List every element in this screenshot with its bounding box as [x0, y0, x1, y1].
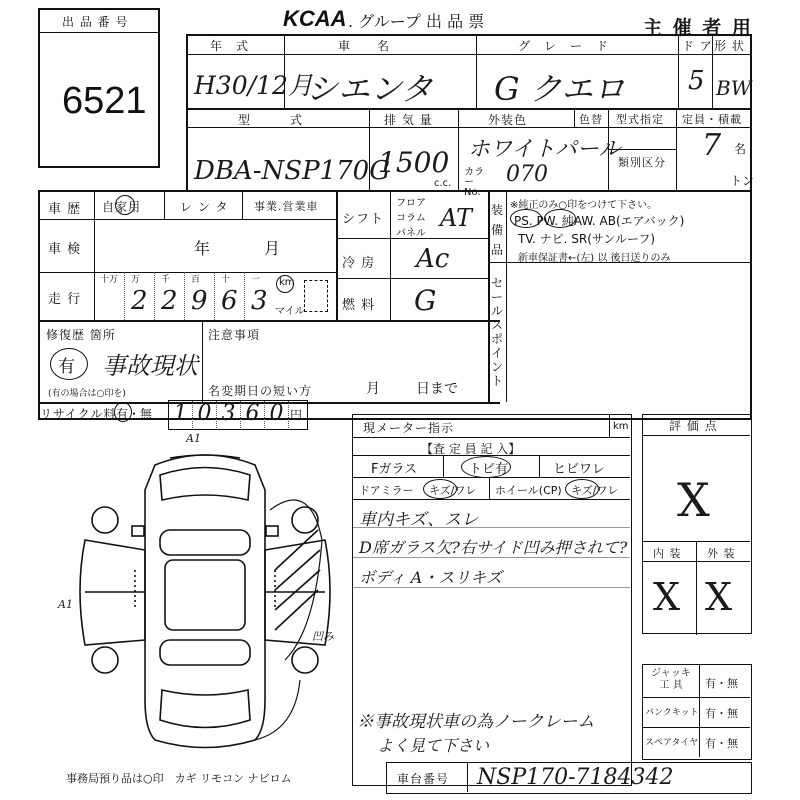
door-value: 5 — [688, 66, 705, 96]
color-no-value: 070 — [506, 162, 548, 187]
fuel-label: 燃 料 — [342, 298, 376, 313]
shift-value: AT — [440, 204, 473, 232]
displacement-value: 1500 — [378, 146, 450, 179]
glass-label: Fガラス — [371, 462, 418, 477]
mileage-digit: 2 — [131, 286, 148, 316]
equipment-note: ※純正のみ○印をつけて下さい。 — [510, 200, 658, 211]
remark-1: 車内キズ、スレ — [359, 510, 479, 530]
history-rental: レ ン タ — [180, 200, 229, 214]
inspection-year: 年 — [194, 239, 211, 258]
aircon-value: Ac — [416, 244, 450, 274]
equipment-line1: PS. PW. 純AW. AB(エアバック) — [514, 214, 685, 228]
displacement-unit: c.c. — [434, 178, 452, 189]
mileage-unit-label: 一 — [251, 275, 261, 285]
jack-yes-no: 有・無 — [705, 677, 738, 690]
repair-label: 修復歴 箇所 — [46, 328, 116, 342]
ps-circle-mark — [510, 209, 542, 228]
host-label: 主 催 者 用 — [643, 17, 753, 39]
shift-floor: フロア — [396, 198, 426, 209]
grade-value: G クエロ — [494, 70, 626, 108]
ext-color-value: ホワイトパール — [468, 137, 621, 162]
mile-box — [304, 280, 328, 312]
lot-number-box — [38, 8, 160, 168]
recycle-yes-no: 有・無 — [116, 407, 153, 421]
recycle-box — [168, 400, 308, 430]
meter-label: 現メーター指示 — [363, 421, 455, 435]
shape-label: 形 状 — [714, 39, 745, 53]
model-label: 型 式 — [238, 113, 304, 127]
chassis-box — [386, 762, 752, 794]
form-title: . グループ 出 品 票 — [348, 12, 485, 31]
puncture-label: パンクキット — [645, 708, 699, 718]
jack-label: ジャッキ 工 具 — [651, 668, 691, 691]
fuel-value: G — [414, 284, 437, 317]
class-label: 類別区分 — [618, 156, 666, 169]
mileage-cell — [184, 272, 214, 320]
displacement-label: 排 気 量 — [384, 113, 433, 127]
chassis-value: NSP170-7184342 — [477, 765, 674, 790]
km-unit: km — [279, 277, 295, 288]
recycle-unit: 円 — [290, 408, 303, 422]
mirror-circle-mark — [423, 479, 457, 499]
equipment-line3: 新車保証書←(左) 以 後日送りのみ — [518, 253, 671, 264]
repair-yes: 有 — [58, 357, 75, 377]
spare-label: スペアタイヤ — [645, 738, 699, 748]
mileage-unit-label: 十万 — [100, 275, 119, 285]
mileage-digit: 9 — [191, 286, 208, 316]
bottom-note-2: よく見て下さい — [377, 736, 490, 755]
lot-number: 6521 — [62, 80, 147, 122]
remark-2: D席ガラス欠?右サイド凹み押されて? — [359, 538, 628, 557]
exterior-value: X — [705, 575, 733, 619]
ext-color-label: 外装色 — [488, 113, 528, 127]
mileage-unit-label: 百 — [191, 275, 201, 285]
brand-logo: KCAA — [283, 6, 347, 31]
glass-chip: トビ有 — [469, 462, 509, 477]
capacity-value: 7 — [702, 128, 722, 163]
make-value: シエンタ — [306, 70, 433, 108]
interior-value: X — [653, 575, 681, 619]
rating-label: 評 価 点 — [669, 419, 718, 433]
history-business: 事業.営業車 — [254, 200, 319, 213]
recycle-label: リサイクル料 — [40, 407, 117, 421]
mileage-cell — [214, 272, 244, 320]
rating-panel — [642, 414, 752, 634]
recycle-digit: 1 — [169, 401, 193, 428]
history-grid — [38, 190, 752, 420]
aircon-label: 冷 房 — [342, 256, 376, 271]
meter-unit: km — [613, 421, 629, 432]
mileage-unit-label: 万 — [131, 275, 141, 285]
chassis-label: 車台番号 — [397, 772, 450, 786]
glass-crack: ヒビワレ — [553, 462, 606, 477]
inspection-month: 月 — [264, 239, 281, 258]
shape-value: BW — [716, 76, 752, 100]
rename-day: 日まで — [416, 381, 458, 397]
mile-unit: マイル — [275, 306, 305, 317]
rename-month: 月 — [366, 381, 380, 397]
repair-note: (有の場合は○印を) — [48, 389, 126, 399]
color-no-label: カラー No. — [464, 167, 484, 198]
grade-label: グ レ ー ド — [518, 39, 610, 53]
recycle-yes-circle — [114, 402, 132, 422]
capacity-unit: 名 — [734, 142, 747, 156]
recycle-digit: 0 — [193, 401, 217, 428]
mileage-cell — [244, 272, 274, 320]
equipment-line2: TV. ナビ. SR(サンルーフ) — [518, 232, 656, 246]
inspection-label: 車 検 — [48, 242, 82, 257]
door-label: ド ア — [682, 39, 713, 53]
tools-panel — [642, 664, 752, 760]
inspector-panel — [352, 414, 632, 786]
mileage-cells — [94, 272, 274, 320]
history-private: 自家用 — [102, 200, 142, 214]
car-diagram — [60, 430, 350, 760]
bottom-note: ※事故現状車の為ノークレーム — [357, 712, 595, 732]
office-note: 事務局預り品は○印 カギ リモコン ナビロム — [66, 772, 292, 785]
year-value: H30/12月 — [194, 71, 313, 100]
mileage-cell — [94, 272, 124, 320]
shift-column: コラム — [396, 213, 426, 224]
repair-value: 事故現状 — [102, 352, 198, 380]
shift-panel: パネル — [396, 228, 426, 239]
recycle-digit: 6 — [241, 401, 265, 428]
mileage-unit-label: 十 — [221, 275, 231, 285]
sales-point-label: セールスポイント — [491, 276, 504, 388]
load-unit: トン — [730, 174, 755, 188]
private-circle-mark — [115, 195, 135, 215]
inspector-header: 【査 定 員 記 入】 — [421, 442, 521, 456]
mirror-value: キズ/ワレ — [429, 484, 477, 497]
mileage-unit-label: 千 — [161, 275, 171, 285]
puncture-yes-no: 有・無 — [705, 707, 738, 720]
diagram-mark-left: A1 — [58, 598, 73, 611]
notes-label: 注意事項 — [208, 328, 261, 342]
wheel-label: ホイール(CP) — [495, 484, 562, 497]
recycle-digit: 3 — [217, 401, 241, 428]
mileage-digit: 6 — [221, 286, 238, 316]
exterior-label: 外 装 — [707, 547, 736, 560]
diagram-mark-right: 凹み — [312, 630, 334, 643]
chip-circle-mark — [461, 456, 511, 478]
mileage-cell — [154, 272, 184, 320]
mirror-label: ドアミラー — [359, 484, 414, 497]
equipment-label: 装 備 品 — [491, 203, 504, 257]
spare-yes-no: 有・無 — [705, 737, 738, 750]
year-label: 年 式 — [210, 39, 250, 53]
spec-grid — [186, 34, 755, 198]
remark-3: ボディ A・スリキズ — [359, 568, 503, 587]
rating-value: X — [677, 473, 710, 527]
mileage-cell — [124, 272, 154, 320]
mileage-digit: 3 — [251, 286, 268, 316]
wheel-value: キズ/ワレ — [571, 484, 619, 497]
pw-circle-mark — [544, 209, 576, 228]
wheel-circle-mark — [565, 479, 599, 499]
history-label: 車 歴 — [48, 202, 82, 217]
diagram-mark-top: A1 — [186, 432, 201, 445]
shift-label: シフト — [342, 212, 385, 227]
mileage-label: 走 行 — [48, 292, 82, 307]
color-change-label: 色替 — [579, 113, 603, 126]
capacity-label: 定員・積載 — [682, 113, 742, 126]
mileage-digit: 2 — [161, 286, 178, 316]
recycle-digit: 0 — [265, 401, 289, 428]
rename-label: 名変期日の短い方 — [208, 384, 313, 398]
lot-number-label: 出 品 番 号 — [62, 15, 129, 29]
interior-label: 内 装 — [653, 547, 682, 560]
type-spec-label: 型式指定 — [616, 113, 664, 126]
model-value: DBA-NSP170G — [194, 156, 390, 186]
make-label: 車 名 — [338, 39, 391, 53]
